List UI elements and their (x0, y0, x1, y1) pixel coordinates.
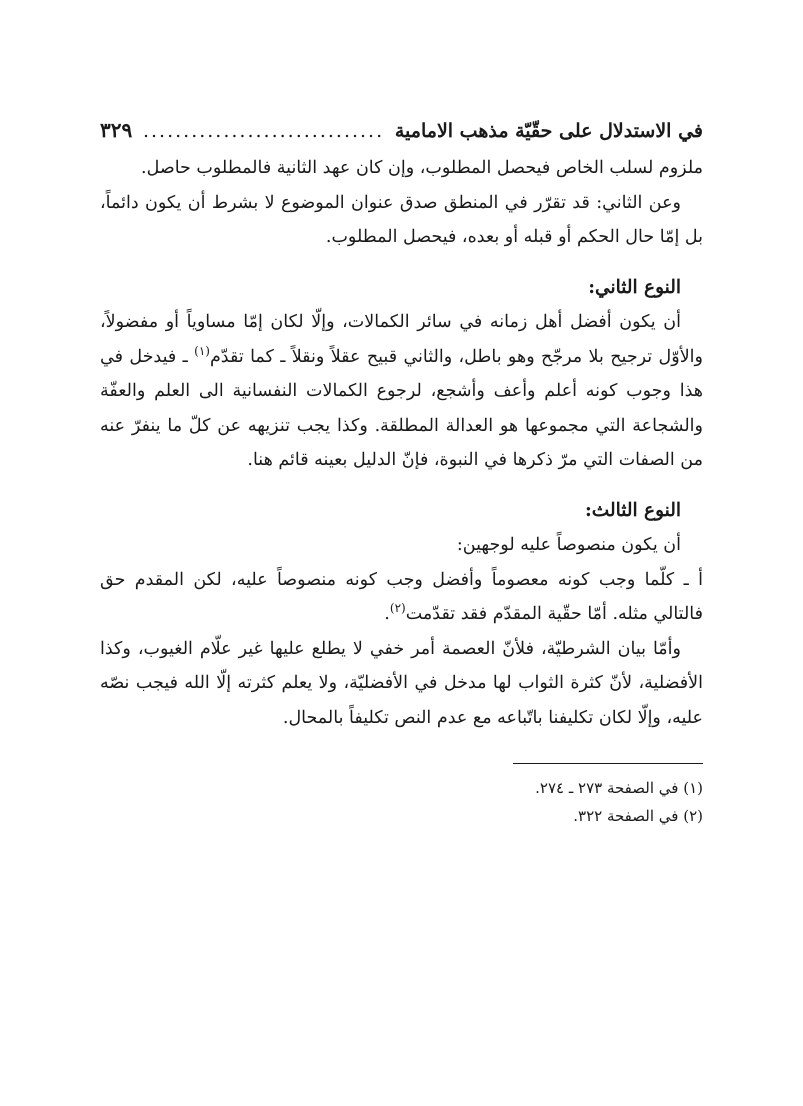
footnote-ref-1[interactable]: (١) (194, 343, 210, 358)
paragraph-first-reason-part1: أ ـ كلّما وجب كونه معصوماً وأفضل وجب كونه منصوصاً عليه، لكن المقدم حق فالتالي مثله. أمّا حقّية المقدّم فقد تقدّمت (100, 569, 703, 624)
page-number: ٣٢٩ (100, 118, 133, 142)
paragraph-first-reason-part2: . (384, 604, 390, 624)
paragraph-second-answer: وعن الثاني: قد تقرّر في المنطق صدق عنوان الموضوع لا بشرط أن يكون دائماً، بل إمّا حال الحكم أو قبله أو بعده، فيحصل المطلوب. (100, 192, 703, 247)
paragraph-first-reason (100, 563, 703, 632)
paragraph-superiority (100, 305, 703, 478)
header-leader-dots: .............................. (142, 120, 385, 142)
paragraph-conditional: وأمّا بيان الشرطيّة، فلأنّ العصمة أمر خفي لا يطلع عليها غير علّام الغيوب، وكذا الأفضلية، لأنّ كثرة الثواب لها مدخل في الأفضليّة، ولا يعلم كثرته إلّا الله فيجب نصّه عليه، وإلّا لكان تكليفنا باتّباعه مع عدم النص تكليفاً بالمحال. (100, 638, 703, 728)
footnote-ref-2[interactable]: (٢) (389, 601, 406, 616)
footnotes (100, 774, 703, 830)
main-text (100, 151, 703, 735)
header-title: في الاستدلال على حقّيّة مذهب الامامية (394, 120, 703, 142)
running-header (100, 110, 703, 151)
section-heading-second-type: النوع الثاني: (588, 276, 681, 298)
paragraph-designation: أن يكون منصوصاً عليه لوجهين: (456, 535, 681, 555)
footnote-2: (٢) في الصفحة ٣٢٢. (573, 807, 703, 825)
paragraph-superiority-part2: ـ فيدخل في هذا وجوب كونه أعلم وأعف وأشجع، لرجوع الكمالات النفسانية الى العلم والعفّة والشجاعة التي مجموعها هو العدالة المطلقة. وكذا يجب تنزيهه عن كلّ ما ينفرّ عنه من الصفات التي مرّ ذكرها في النبوة، فإنّ الدليل بعينه قائم هنا. (100, 346, 703, 470)
paragraph-continuation: ملزوم لسلب الخاص فيحصل المطلوب، وإن كان عهد الثانية فالمطلوب حاصل. (141, 158, 703, 178)
section-heading-third-type: النوع الثالث: (584, 499, 681, 521)
page (100, 110, 703, 830)
footnote-1: (١) في الصفحة ٢٧٣ ـ ٢٧٤. (535, 779, 703, 797)
footnote-divider (513, 763, 703, 764)
paragraph-superiority-part1: أن يكون أفضل أهل زمانه في سائر الكمالات، وإلّا لكان إمّا مساوياً أو مفضولاً، والأوّل ترجيح بلا مرجّح وهو باطل، والثاني قبيح عقلاً ونقلاً ـ كما تقدّم (100, 312, 703, 367)
